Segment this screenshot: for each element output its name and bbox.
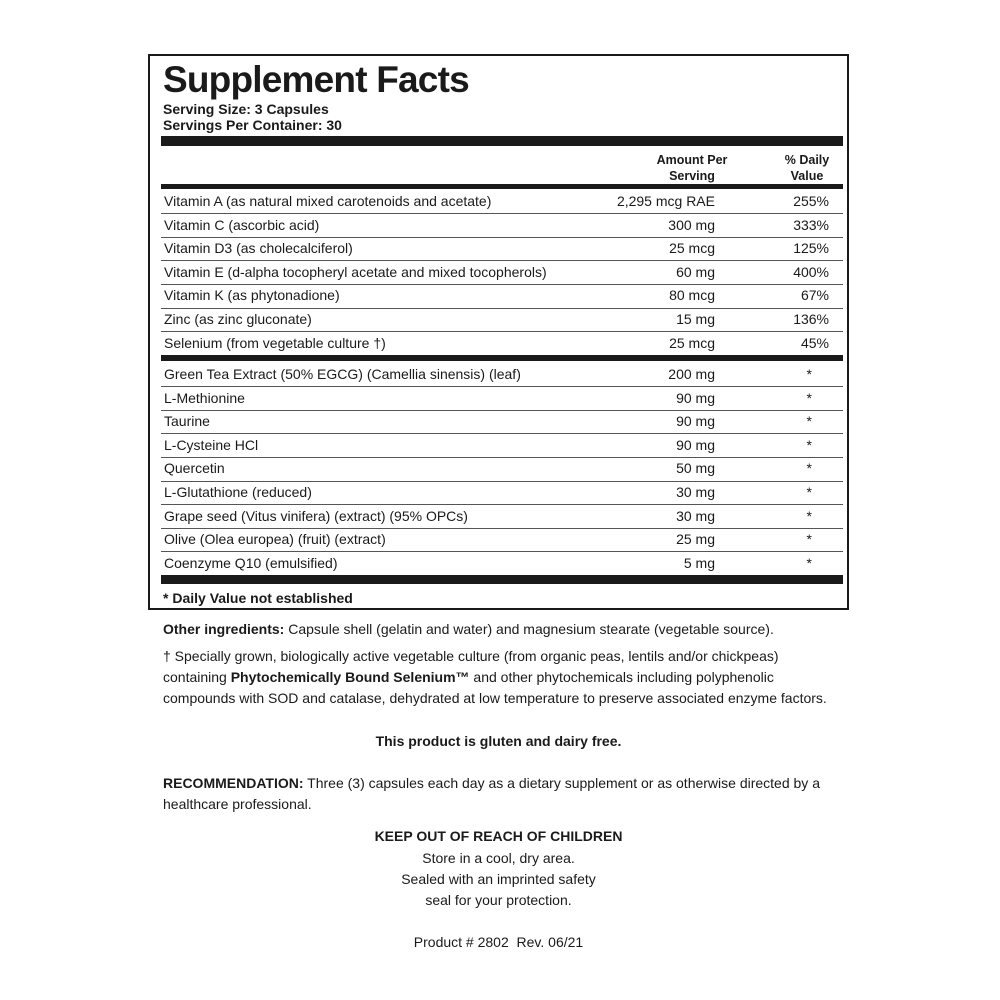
table-row [161,505,843,529]
daily-value: 45% [800,334,829,351]
servings-per-container: Servings Per Container: 30 [163,117,342,133]
daily-value: 125% [793,240,829,257]
culture-note-part2: and other phytochemicals including polyphenolic compounds with SOD and catalase, dehydrated at low temperature to preserve associated enzyme factors. [163,669,827,706]
table-row [161,261,843,285]
daily-value: 255% [793,193,829,209]
ingredient-amount: 30 mg [676,507,715,524]
table-row [161,363,843,387]
daily-value: * [806,460,812,477]
other-ingredients-label: Other ingredients: [163,621,285,637]
ingredient-amount: 30 mg [676,484,715,500]
table-row [161,387,843,411]
other-ingredients [163,619,843,640]
ingredient-amount: 5 mg [683,554,715,571]
ingredient-amount: 25 mcg [669,334,715,351]
table-row [161,410,843,434]
bottom-thick-rule [161,575,843,584]
daily-value: * [806,554,812,571]
recommendation [163,773,833,815]
ingredient-amount: 25 mg [676,531,715,548]
seal-line-1: Sealed with an imprinted safety [401,871,596,887]
supplement-facts-panel [148,54,849,610]
seal-line-2: seal for your protection. [425,892,572,908]
daily-value-header: % Daily Value [784,153,830,183]
ingredient-name: Vitamin C (ascorbic acid) [164,216,320,233]
table-row [161,308,843,332]
table-row [161,528,843,552]
ingredient-name: Green Tea Extract (50% EGCG) (Camellia sinensis) (leaf) [164,366,521,382]
ingredient-amount: 2,295 mcg RAE [616,193,715,209]
daily-value: * [806,531,812,548]
ingredient-name: Vitamin D3 (as cholecalciferol) [164,240,353,257]
ingredient-amount: 300 mg [668,216,715,233]
culture-note-part1: † Specially grown, biologically active vegetable culture (from organic peas, lentils and/or chickpeas) containing [163,648,779,685]
ingredient-amount: 50 mg [676,460,715,477]
header-rule [161,184,843,189]
ingredient-name: L-Glutathione (reduced) [164,484,312,500]
ingredient-amount: 60 mg [676,263,715,280]
table-row [161,190,843,214]
recommendation-label: RECOMMENDATION: [163,775,304,791]
daily-value: * [806,366,812,382]
table-row [161,552,843,576]
other-ingredients-text: Capsule shell (gelatin and water) and magnesium stearate (vegetable source). [284,621,774,637]
daily-value: * [806,507,812,524]
daily-value: 333% [793,216,829,233]
storage-instruction: Store in a cool, dry area. [422,850,575,866]
product-info: Product # 2802 Rev. 06/21 [413,934,584,950]
ingredient-name: Vitamin K (as phytonadione) [164,287,340,304]
children-warning: KEEP OUT OF REACH OF CHILDREN [374,828,623,844]
daily-value: 400% [793,263,829,280]
table-row [161,237,843,261]
panel-title: Supplement Facts [163,59,469,100]
ingredient-name: Grape seed (Vitus vinifera) (extract) (95% OPCs) [164,507,468,524]
daily-value: * [806,413,812,430]
table-row [161,457,843,481]
daily-value: 136% [793,311,829,327]
ingredient-amount: 90 mg [676,436,715,453]
ingredient-amount: 90 mg [676,389,715,406]
daily-value: * [806,389,812,406]
daily-value: 67% [800,287,829,304]
ingredient-name: Quercetin [164,460,225,477]
daily-value: * [806,436,812,453]
ingredient-name: L-Cysteine HCl [164,436,259,453]
section-thick-rule [161,355,843,361]
ingredient-name: Olive (Olea europea) (fruit) (extract) [164,531,386,548]
ingredient-amount: 200 mg [668,366,715,382]
table-row [161,214,843,238]
ingredient-name: Zinc (as zinc gluconate) [164,311,312,327]
ingredient-amount: 15 mg [676,311,715,327]
ingredient-amount: 80 mcg [669,287,715,304]
culture-note-bold: Phytochemically Bound Selenium™ [230,669,470,685]
ingredient-name: Coenzyme Q10 (emulsified) [164,554,338,571]
daily-value-footnote: * Daily Value not established [163,590,353,606]
table-row [161,481,843,505]
recommendation-text: Three (3) capsules each day as a dietary supplement or as otherwise directed by a healthcare professional. [163,775,820,812]
culture-note [163,646,833,709]
ingredient-amount: 25 mcg [669,240,715,257]
gluten-free-statement: This product is gluten and dairy free. [375,733,622,749]
ingredient-amount: 90 mg [676,413,715,430]
table-row [161,284,843,308]
ingredient-name: Selenium (from vegetable culture †) [164,334,386,351]
daily-value: * [806,484,812,500]
table-row [161,332,843,356]
serving-size: Serving Size: 3 Capsules [163,101,329,117]
ingredient-name: Vitamin A (as natural mixed carotenoids and acetate) [164,193,492,209]
ingredient-name: Taurine [164,413,210,430]
ingredient-name: L-Methionine [164,389,245,406]
top-thick-rule [161,136,843,146]
ingredient-name: Vitamin E (d-alpha tocopheryl acetate and mixed tocopherols) [164,263,547,280]
amount-per-serving-header: Amount Per Serving [656,153,728,183]
table-row [161,434,843,458]
